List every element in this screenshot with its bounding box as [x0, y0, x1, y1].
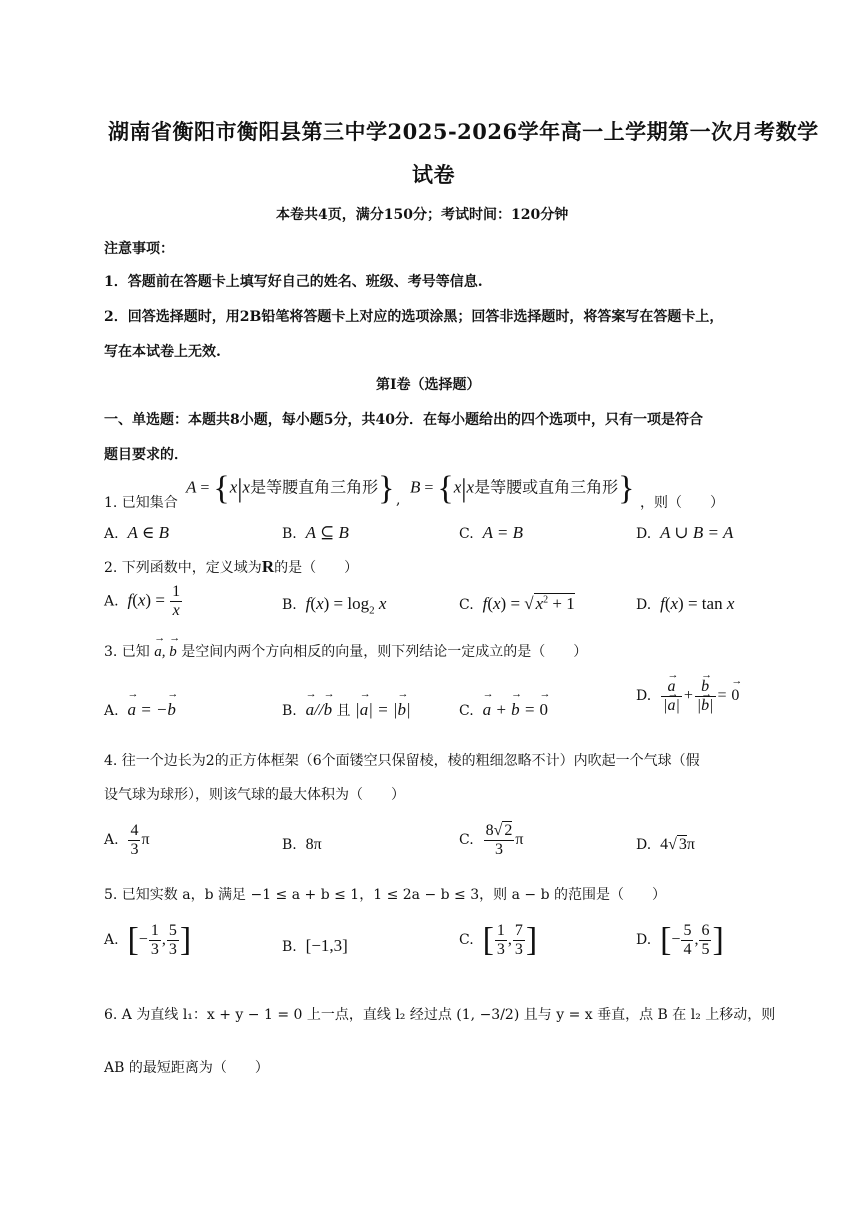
q4-option-b[interactable]	[282, 836, 322, 854]
q5-option-d[interactable]	[636, 922, 724, 959]
q2-option-b-expr: f	[305, 594, 311, 613]
q6-line2: AB 的最短距离为（ ）	[104, 1060, 269, 1076]
q1-option-d-expr: A ∪ B = A	[660, 523, 734, 542]
q5-stem: 5. 已知实数 a，b 满足 −1 ≤ a + b ≤ 1，1 ≤ 2a − b ≤ 3，则 a − b 的范围是（ ）	[104, 887, 666, 903]
q4-option-d[interactable]	[636, 836, 695, 854]
q1-comma: ,	[396, 492, 401, 508]
q1-option-a-label: A.	[104, 526, 119, 542]
q4-option-d-label: D.	[636, 837, 652, 853]
q2-option-b-label: B.	[282, 597, 297, 613]
q5-option-b[interactable]	[282, 936, 348, 956]
q4-line2: 设气球为球形），则该气球的最大体积为（ ）	[104, 787, 405, 803]
q3-option-b-expr: → a//→ b	[306, 700, 332, 719]
q4-line1: 4. 往一个边长为2的正方体框架（6个面镂空只保留棱，棱的粗细忽略不计）内吹起一个气球（假	[104, 753, 700, 769]
q5-option-c-label: C.	[459, 932, 474, 949]
q1-option-a-expr: A ∈ B	[127, 523, 170, 542]
q4-option-b-label: B.	[282, 837, 297, 853]
q1-lead: 1. 已知集合	[104, 495, 178, 511]
q3-option-b-label: B.	[282, 703, 297, 719]
q4-option-b-expr: 8π	[305, 836, 322, 853]
q3-option-a-label: A.	[104, 703, 119, 719]
q4-option-a-label: A.	[104, 832, 119, 849]
q2-option-c-label: C.	[459, 597, 474, 613]
q3-option-d[interactable]	[636, 678, 739, 715]
q1-option-d-label: D.	[636, 526, 652, 542]
q5-option-b-label: B.	[282, 939, 297, 955]
q5-option-c[interactable]	[459, 922, 537, 959]
q5-option-b-expr: [−1,3]	[305, 936, 348, 955]
q3-option-a[interactable]	[104, 700, 176, 720]
q5-option-a-label: A.	[104, 932, 119, 949]
q2-option-d-label: D.	[636, 597, 652, 613]
exam-title-line1: 湖南省衡阳市衡阳县第三中学2025-2026学年高一上学期第一次月考数学	[108, 119, 819, 144]
q4-option-a[interactable]	[104, 822, 150, 859]
q5-option-d-expr: [− $\frac{5}{4}$ , $\frac{6}{5}$ ]	[660, 921, 724, 959]
q1-option-c[interactable]	[459, 523, 523, 543]
q1-tail: ，则（ ）	[640, 495, 724, 511]
notice-item-2-line1: 2．回答选择题时，用2B铅笔将答题卡上对应的选项涂黑；回答非选择题时，将答案写在答题卡上，	[104, 309, 724, 325]
q3-option-c-expr: → a + → b = → 0	[483, 700, 548, 719]
notice-item-1: 1．答题前在答题卡上填写好自己的姓名、班级、考号等信息.	[104, 274, 483, 290]
q5-option-c-expr: [ $\frac{1}{3}$ , $\frac{7}{3}$ ]	[482, 921, 538, 959]
q4-option-c-expr: $\frac{8√ 2}{3}$ π	[485, 822, 524, 858]
q2-option-a-expr: f	[127, 590, 133, 610]
q1-option-c-expr: A = B	[482, 523, 524, 542]
q4-option-d-expr: 4√ 3π	[660, 836, 695, 853]
q5-option-d-label: D.	[636, 932, 652, 949]
q1-option-c-label: C.	[459, 526, 474, 542]
q2-option-a[interactable]: A. f(x) = $\frac{1}{x}$	[104, 583, 181, 619]
q1-set-b: B = {x|x是等腰或直角三角形}	[410, 470, 635, 507]
q4-option-a-expr: $\frac{4}{3}$ π	[130, 822, 150, 858]
q1-option-b[interactable]	[282, 523, 349, 543]
q5-option-a[interactable]	[104, 922, 191, 959]
q2-option-d[interactable]: D. f(x) = tan x	[636, 594, 735, 613]
q3-option-a-expr: → a = −→ b	[127, 700, 175, 719]
q2-option-c[interactable]: C. f(x) = √ $x^2 + 1$	[459, 594, 575, 613]
q3-option-d-expr: → $\frac{a}{|\to a|}$ + → $\frac{b}{|\to b|}$ = → 0	[660, 687, 739, 704]
q1-option-d[interactable]	[636, 523, 733, 543]
q3-option-c-label: C.	[459, 703, 474, 719]
notice-heading: 注意事项：	[104, 241, 174, 257]
q1-set-a: A = {x|x是等腰直角三角形}	[186, 470, 395, 507]
section-intro-line1: 一、单选题：本题共8小题，每小题5分，共40分．在每小题给出的四个选项中，只有一项是符合	[104, 412, 703, 428]
q3-stem: 3. 已知 → a, → b 是空间内两个方向相反的向量，则下列结论一定成立的是（ ）	[104, 641, 587, 661]
q6-line1: 6. A 为直线 l₁：x + y − 1 = 0 上一点，直线 l₂ 经过点 (1, −3/2) 且与 y = x 垂直，点 B 在 l₂ 上移动，则	[104, 1007, 776, 1023]
q1-option-b-label: B.	[282, 526, 297, 542]
q2-option-a-label: A.	[104, 593, 119, 610]
q1-option-a[interactable]	[104, 523, 169, 543]
q1-option-b-expr: A ⊆ B	[305, 523, 349, 542]
q2-option-d-expr: f	[660, 594, 665, 613]
q5-option-a-expr: [− $\frac{1}{3}$ , $\frac{5}{3}$ ]	[127, 921, 192, 959]
section-intro-line2: 题目要求的．	[104, 447, 188, 463]
notice-item-2-line2: 写在本试卷上无效.	[104, 344, 221, 360]
q3-option-c[interactable]	[459, 700, 548, 720]
q2-option-b[interactable]: B. $f(x) = \log_2 x$	[282, 594, 387, 617]
part-title: 第I卷（选择题）	[376, 377, 481, 393]
exam-subtitle: 本卷共4页，满分150分；考试时间：120分钟	[276, 207, 569, 223]
q3-option-d-label: D.	[636, 688, 652, 705]
q3-option-b[interactable]: B. → a//→ b 且 |→ a| = |→ b|	[282, 700, 411, 720]
q4-option-c-label: C.	[459, 832, 474, 849]
q2-stem: 2. 下列函数中，定义域为R的是（ ）	[104, 557, 359, 576]
q4-option-c[interactable]	[459, 822, 523, 859]
q2-option-c-expr: f	[482, 594, 488, 613]
exam-title-line2: 试卷	[412, 162, 455, 187]
